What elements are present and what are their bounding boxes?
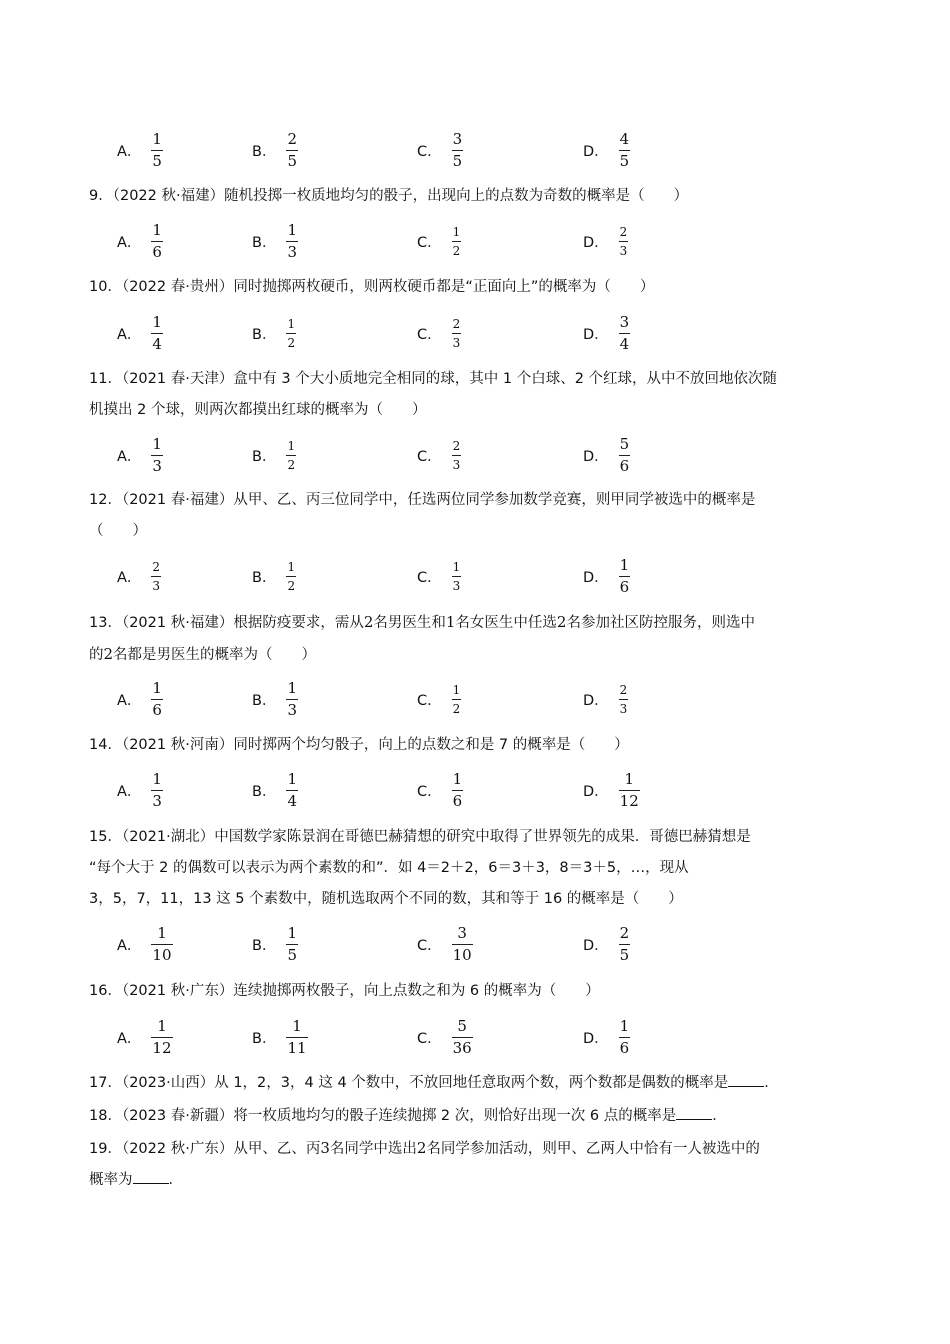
- option-letter: B．: [252, 326, 277, 343]
- fraction: [151, 680, 163, 719]
- option-a: [117, 311, 163, 355]
- option-d: [583, 433, 630, 477]
- fraction-bar: [619, 455, 631, 456]
- question-text: 名男医生和: [373, 615, 446, 631]
- math-number: 2: [103, 645, 114, 663]
- question-text: （2021 春·天津）盒中有 3 个大小质地完全相同的球，其中 1 个白球、2 个红球，从中不放回地依次随: [121, 371, 778, 387]
- fraction-bar: [619, 576, 631, 577]
- question-text: 名同学中选出: [329, 1141, 417, 1157]
- question-text-continued: 3，5，7，11，13 这 5 个素数中，随机选取两个不同的数，其和等于 16 的概率是（ ）: [89, 891, 683, 907]
- option-d: [583, 768, 640, 812]
- question-text: （2023 春·新疆）将一枚质地均匀的骰子连续抛掷 2 次，则恰好出现一次 6 点的概率是: [121, 1108, 677, 1124]
- fraction-bar: [286, 333, 296, 334]
- option-letter: C．: [417, 234, 442, 251]
- question-text: 概率为: [89, 1172, 133, 1188]
- option-letter: A．: [117, 326, 142, 343]
- fraction-numerator: 1: [287, 438, 296, 453]
- fraction-denominator: 3: [619, 243, 628, 258]
- option-letter: C．: [417, 326, 442, 343]
- q15-options: [117, 922, 817, 966]
- fraction-denominator: 2: [287, 335, 296, 350]
- option-letter: A．: [117, 937, 142, 954]
- fraction-bar: [452, 455, 462, 456]
- fraction-numerator: 1: [152, 129, 162, 148]
- question-13: [89, 607, 869, 671]
- fraction-bar: [286, 455, 296, 456]
- question-text: 的: [89, 647, 104, 663]
- fraction-numerator: 1: [287, 769, 297, 788]
- fraction-bar: [452, 241, 462, 242]
- fraction: [452, 683, 462, 716]
- fraction: [151, 222, 163, 261]
- fraction-numerator: 1: [452, 224, 461, 239]
- question-text: 名女医生中任选: [455, 615, 557, 631]
- q14-options: [117, 768, 817, 812]
- question-text: （2021 秋·广东）连续抛掷两枚骰子，向上点数之和为 6 的概率为（ ）: [121, 983, 600, 999]
- fraction: [619, 314, 631, 353]
- fraction-denominator: 3: [152, 578, 161, 593]
- fraction-numerator: 2: [287, 129, 297, 148]
- fraction: [286, 560, 296, 593]
- option-letter: A．: [117, 1030, 142, 1047]
- option-b: [252, 922, 298, 966]
- fraction-denominator: 5: [152, 151, 162, 170]
- option-letter: D．: [583, 783, 609, 800]
- option-b: [252, 311, 296, 355]
- fraction-bar: [286, 1037, 307, 1038]
- fraction-numerator: 1: [624, 769, 634, 788]
- fraction: [286, 131, 298, 170]
- fraction-bar: [619, 699, 629, 700]
- question-text: 名参加社区防控服务，则选中: [566, 615, 755, 631]
- option-letter: A．: [117, 783, 142, 800]
- q10-options: [117, 311, 817, 355]
- option-letter: C．: [417, 937, 442, 954]
- fraction-denominator: 5: [287, 151, 297, 170]
- fraction-numerator: 5: [619, 434, 630, 453]
- fraction: [452, 1018, 473, 1057]
- option-letter: C．: [417, 569, 442, 586]
- question-number: 17．: [89, 1075, 122, 1091]
- fraction-numerator: 1: [152, 769, 162, 788]
- question-15: [89, 822, 869, 915]
- answer-blank[interactable]: [676, 1105, 712, 1120]
- option-letter: D．: [583, 234, 609, 251]
- math-number: 2: [416, 1139, 427, 1157]
- fraction-numerator: 1: [287, 559, 296, 574]
- question-text-continued: 机摸出 2 个球，则两次都摸出红球的概率为（ ）: [89, 402, 427, 418]
- option-letter: C．: [417, 783, 442, 800]
- fraction-numerator: 4: [619, 129, 630, 148]
- question-text: （2021 春·福建）从甲、乙、丙三位同学中，任选两位同学参加数学竞赛，则甲同学被选中的概率是: [121, 492, 756, 508]
- fraction-bar: [151, 455, 163, 456]
- option-letter: D．: [583, 1030, 609, 1047]
- fraction-numerator: 3: [619, 312, 630, 331]
- fraction: [452, 925, 473, 964]
- option-c: [417, 128, 463, 172]
- fraction-numerator: 1: [452, 682, 461, 697]
- fraction: [619, 557, 631, 596]
- fraction: [151, 925, 172, 964]
- option-letter: D．: [583, 569, 609, 586]
- fraction-numerator: 2: [452, 438, 461, 453]
- option-letter: C．: [417, 143, 442, 160]
- fraction-bar: [151, 150, 163, 151]
- fraction-denominator: 5: [287, 945, 297, 964]
- option-letter: D．: [583, 448, 609, 465]
- question-number: 10．: [89, 279, 122, 295]
- fraction-denominator: 10: [452, 945, 472, 964]
- fraction-denominator: 3: [287, 242, 297, 261]
- option-b: [252, 219, 298, 263]
- option-a: [117, 768, 163, 812]
- option-a: [117, 433, 163, 477]
- option-d: [583, 922, 630, 966]
- fraction-bar: [286, 576, 296, 577]
- fraction-numerator: 5: [457, 1016, 467, 1035]
- option-d: [583, 1015, 630, 1059]
- option-c: [417, 922, 473, 966]
- question-text: （2021 秋·河南）同时掷两个均匀骰子，向上的点数之和是 7 的概率是（ ）: [121, 737, 629, 753]
- fraction: [619, 131, 631, 170]
- fraction-bar: [452, 944, 473, 945]
- fraction-bar: [151, 790, 163, 791]
- question-text-continued: （ ）: [89, 523, 147, 539]
- question-text: （2022 春·贵州）同时抛掷两枚硬币，则两枚硬币都是“正面向上”的概率为（ ）: [121, 279, 655, 295]
- fraction-denominator: 4: [287, 791, 297, 810]
- fraction-denominator: 4: [619, 334, 630, 353]
- fraction-bar: [619, 150, 631, 151]
- fraction-denominator: 6: [152, 700, 162, 719]
- q8-options: [117, 128, 817, 172]
- question-11: [89, 364, 869, 426]
- option-d: [583, 128, 630, 172]
- question-text: （2022 秋·广东）从甲、乙、丙: [121, 1141, 321, 1157]
- fraction-denominator: 3: [452, 335, 461, 350]
- fraction-denominator: 3: [452, 578, 461, 593]
- fraction-denominator: 4: [152, 334, 162, 353]
- q12-options: [117, 554, 817, 598]
- fraction: [452, 131, 464, 170]
- option-letter: B．: [252, 692, 277, 709]
- q11-options: [117, 433, 817, 477]
- option-b: [252, 768, 298, 812]
- option-letter: D．: [583, 937, 609, 954]
- fraction-numerator: 2: [452, 316, 461, 331]
- option-c: [417, 677, 461, 721]
- question-10: [89, 272, 869, 303]
- question-12: [89, 485, 869, 547]
- fraction-denominator: 3: [152, 456, 162, 475]
- fraction-denominator: 6: [619, 1038, 630, 1057]
- fraction: [452, 771, 464, 810]
- option-letter: C．: [417, 692, 442, 709]
- question-text: 名都是男医生的概率为（ ）: [113, 647, 317, 663]
- option-c: [417, 433, 461, 477]
- option-d: [583, 311, 630, 355]
- fraction: [151, 1018, 172, 1057]
- question-number: 19．: [89, 1141, 122, 1157]
- option-letter: D．: [583, 143, 609, 160]
- fraction-denominator: 5: [619, 151, 630, 170]
- option-letter: B．: [252, 448, 277, 465]
- math-number: 2: [363, 613, 374, 631]
- fraction-bar: [619, 790, 640, 791]
- question-number: 13．: [89, 615, 122, 631]
- fraction: [452, 317, 462, 350]
- question-text: （2021 秋·福建）根据防疫要求，需从: [121, 615, 364, 631]
- question-end-punct: ．: [168, 1172, 183, 1188]
- fraction-bar: [151, 576, 161, 577]
- option-letter: A．: [117, 692, 142, 709]
- fraction-bar: [452, 576, 462, 577]
- question-text-continued: “每个大于 2 的偶数可以表示为两个素数的和”．如 4＝2＋2，6＝3＋3，8＝3＋5，…，现从: [89, 860, 689, 876]
- option-letter: B．: [252, 783, 277, 800]
- fraction-numerator: 1: [152, 312, 162, 331]
- option-d: [583, 677, 628, 721]
- fraction-denominator: 5: [619, 945, 630, 964]
- option-letter: C．: [417, 448, 442, 465]
- fraction-bar: [452, 150, 464, 151]
- fraction-denominator: 3: [452, 457, 461, 472]
- math-number: 1: [445, 613, 456, 631]
- option-b: [252, 677, 298, 721]
- fraction: [452, 225, 462, 258]
- fraction: [286, 1018, 307, 1057]
- option-a: [117, 922, 173, 966]
- math-number: 2: [556, 613, 567, 631]
- option-letter: D．: [583, 692, 609, 709]
- fraction-numerator: 1: [152, 434, 162, 453]
- fraction-numerator: 2: [619, 682, 628, 697]
- q9-options: [117, 219, 817, 263]
- fraction-denominator: 2: [452, 701, 461, 716]
- fraction: [619, 1018, 631, 1057]
- option-letter: B．: [252, 143, 277, 160]
- fraction: [151, 771, 163, 810]
- fraction-bar: [619, 241, 629, 242]
- option-a: [117, 128, 163, 172]
- fraction-bar: [452, 790, 464, 791]
- fraction-denominator: 6: [152, 242, 162, 261]
- fraction-bar: [151, 699, 163, 700]
- fraction: [151, 560, 161, 593]
- question-end-punct: ．: [712, 1108, 727, 1124]
- fraction-numerator: 1: [157, 1016, 167, 1035]
- question-text: （2021·湖北）中国数学家陈景润在哥德巴赫猜想的研究中取得了世界领先的成果．哥德巴赫猜想是: [121, 829, 751, 845]
- fraction-numerator: 2: [619, 224, 628, 239]
- answer-blank[interactable]: [728, 1072, 764, 1087]
- fraction-denominator: 12: [152, 1038, 172, 1057]
- fraction-bar: [151, 1037, 172, 1038]
- option-a: [117, 1015, 173, 1059]
- fraction-numerator: 1: [292, 1016, 302, 1035]
- fraction-bar: [619, 1037, 631, 1038]
- fraction-numerator: 1: [452, 769, 463, 788]
- option-letter: B．: [252, 1030, 277, 1047]
- fraction-numerator: 3: [457, 923, 467, 942]
- question-number: 12．: [89, 492, 122, 508]
- option-c: [417, 219, 461, 263]
- option-letter: A．: [117, 448, 142, 465]
- question-18: [89, 1101, 869, 1132]
- option-c: [417, 1015, 473, 1059]
- option-d: [583, 219, 628, 263]
- fraction-denominator: 11: [287, 1038, 307, 1057]
- question-text: （2023·山西）从 1，2，3，4 这 4 个数中，不放回地任意取两个数，两个数都是偶数的概率是: [121, 1075, 729, 1091]
- fraction-numerator: 1: [152, 220, 162, 239]
- fraction-bar: [286, 150, 298, 151]
- fraction-numerator: 1: [287, 678, 297, 697]
- option-letter: B．: [252, 937, 277, 954]
- fraction-numerator: 1: [152, 678, 162, 697]
- fraction: [151, 436, 163, 475]
- question-number: 9．: [89, 188, 113, 204]
- option-letter: D．: [583, 326, 609, 343]
- fraction: [619, 925, 631, 964]
- fraction-denominator: 2: [287, 578, 296, 593]
- fraction-denominator: 36: [452, 1038, 472, 1057]
- fraction: [619, 771, 640, 810]
- option-c: [417, 311, 461, 355]
- fraction-numerator: 1: [287, 220, 297, 239]
- fraction-bar: [452, 699, 462, 700]
- fraction-denominator: 12: [619, 791, 639, 810]
- question-number: 11．: [89, 371, 122, 387]
- question-16: [89, 976, 869, 1007]
- fraction-numerator: 3: [452, 129, 463, 148]
- option-letter: A．: [117, 143, 142, 160]
- fraction-bar: [286, 790, 298, 791]
- question-number: 14．: [89, 737, 122, 753]
- fraction: [619, 436, 631, 475]
- fraction: [619, 683, 629, 716]
- fraction-denominator: 3: [287, 700, 297, 719]
- option-a: [117, 219, 163, 263]
- option-d: [583, 554, 630, 598]
- option-c: [417, 554, 461, 598]
- fraction: [452, 439, 462, 472]
- fraction-bar: [151, 333, 163, 334]
- question-number: 15．: [89, 829, 122, 845]
- question-17: [89, 1068, 869, 1099]
- fraction-denominator: 3: [152, 791, 162, 810]
- option-letter: A．: [117, 569, 142, 586]
- fraction-numerator: 1: [157, 923, 167, 942]
- fraction-denominator: 3: [619, 701, 628, 716]
- fraction-denominator: 2: [287, 457, 296, 472]
- fraction-denominator: 6: [619, 577, 630, 596]
- option-a: [117, 677, 163, 721]
- question-text: （2022 秋·福建）随机投掷一枚质地均匀的骰子，出现向上的点数为奇数的概率是（ ）: [112, 188, 689, 204]
- option-c: [417, 768, 463, 812]
- answer-blank[interactable]: [133, 1169, 169, 1184]
- question-19: [89, 1133, 869, 1196]
- option-letter: A．: [117, 234, 142, 251]
- fraction-bar: [151, 944, 172, 945]
- fraction-denominator: 6: [452, 791, 463, 810]
- option-b: [252, 1015, 308, 1059]
- fraction: [452, 560, 462, 593]
- fraction-bar: [619, 944, 631, 945]
- q13-options: [117, 677, 817, 721]
- option-letter: C．: [417, 1030, 442, 1047]
- option-b: [252, 433, 296, 477]
- fraction-denominator: 10: [152, 945, 172, 964]
- fraction-numerator: 1: [619, 1016, 630, 1035]
- fraction-bar: [286, 241, 298, 242]
- q16-options: [117, 1015, 817, 1059]
- fraction-numerator: 2: [619, 923, 630, 942]
- fraction: [286, 317, 296, 350]
- fraction: [286, 925, 298, 964]
- fraction-bar: [452, 333, 462, 334]
- fraction-numerator: 1: [287, 923, 297, 942]
- fraction: [151, 131, 163, 170]
- fraction: [619, 225, 629, 258]
- fraction: [286, 680, 298, 719]
- fraction-numerator: 1: [452, 559, 461, 574]
- fraction-numerator: 1: [619, 555, 630, 574]
- fraction-denominator: 2: [452, 243, 461, 258]
- math-number: 3: [320, 1139, 330, 1157]
- question-end-punct: ．: [764, 1075, 779, 1091]
- option-b: [252, 554, 296, 598]
- fraction-bar: [151, 241, 163, 242]
- fraction: [151, 314, 163, 353]
- fraction-bar: [452, 1037, 473, 1038]
- option-letter: B．: [252, 569, 277, 586]
- fraction: [286, 222, 298, 261]
- fraction-numerator: 1: [287, 316, 296, 331]
- option-a: [117, 554, 161, 598]
- question-number: 18．: [89, 1108, 122, 1124]
- question-9: [89, 181, 869, 212]
- question-text: 名同学参加活动，则甲、乙两人中恰有一人被选中的: [426, 1141, 760, 1157]
- fraction-bar: [286, 944, 298, 945]
- fraction-bar: [619, 333, 631, 334]
- question-number: 16．: [89, 983, 122, 999]
- question-14: [89, 730, 869, 761]
- fraction: [286, 771, 298, 810]
- fraction-denominator: 6: [619, 456, 630, 475]
- option-letter: B．: [252, 234, 277, 251]
- fraction-denominator: 5: [452, 151, 463, 170]
- fraction-numerator: 2: [152, 559, 161, 574]
- option-b: [252, 128, 298, 172]
- fraction-bar: [286, 699, 298, 700]
- fraction: [286, 439, 296, 472]
